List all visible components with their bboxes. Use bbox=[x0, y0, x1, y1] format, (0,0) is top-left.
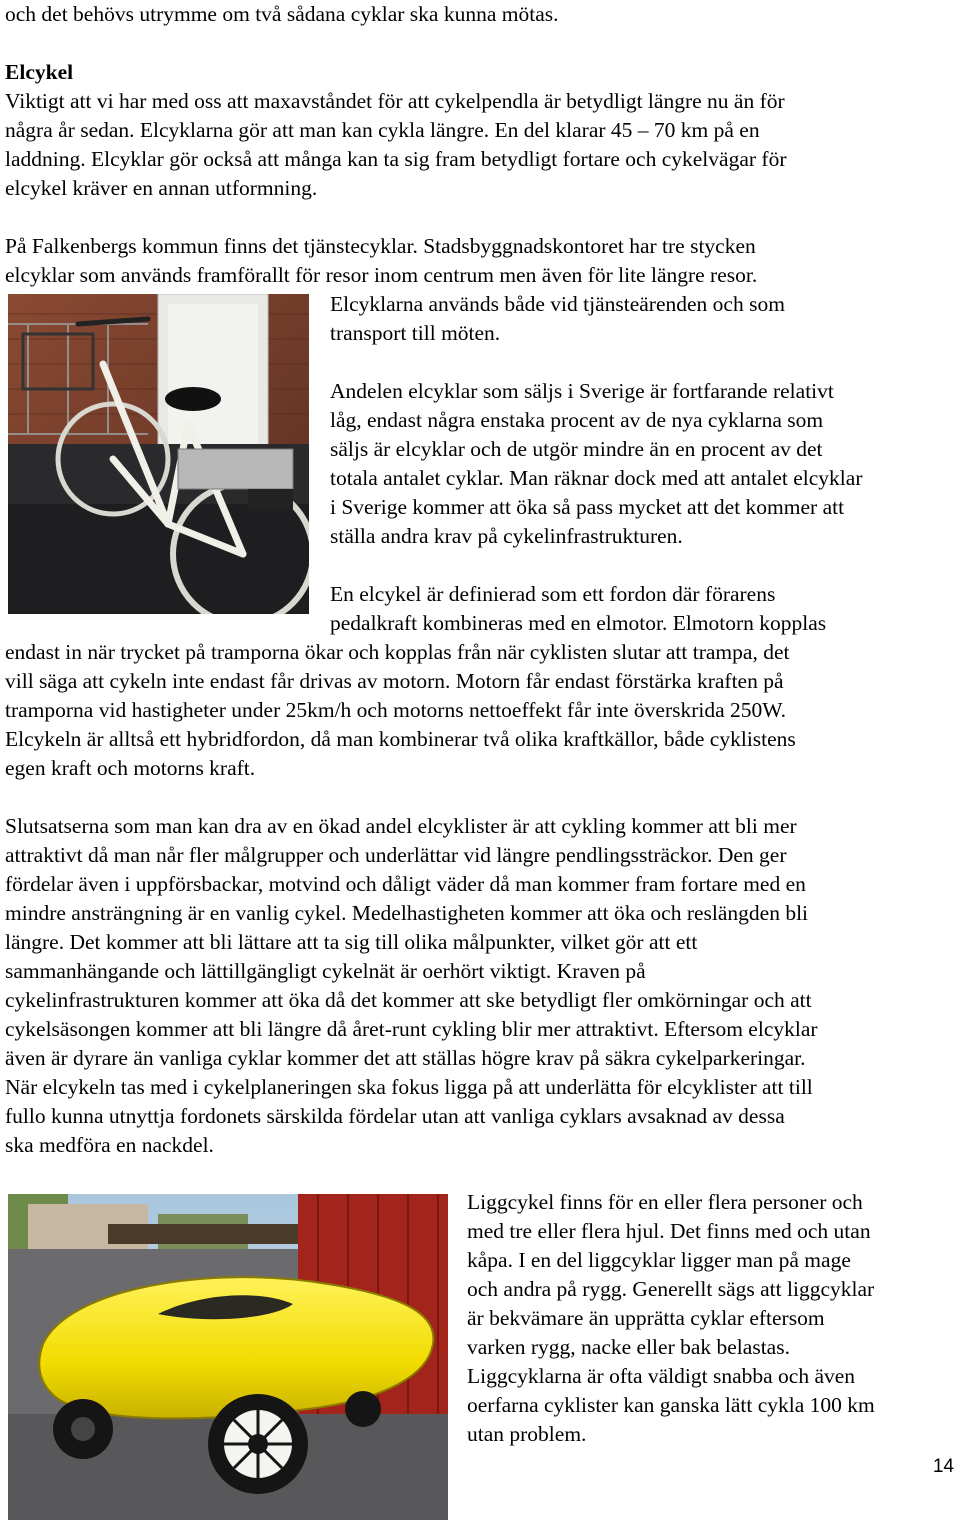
velomobile-photo bbox=[8, 1194, 448, 1520]
paragraph-line: vill säga att cykeln inte endast får drivas av motorn. Motorn får endast förstärka kraften på bbox=[5, 669, 784, 693]
paragraph-line: i Sverige kommer att öka så pass mycket att det kommer att bbox=[330, 495, 845, 519]
paragraph-line: Liggcyklarna är ofta väldigt snabba och även bbox=[467, 1364, 856, 1388]
paragraph-line: tramporna vid hastigheter under 25km/h och motorns nettoeffekt får inte överskrida 250W. bbox=[5, 698, 786, 722]
paragraph-line: kåpa. I en del liggcyklar ligger man på mage bbox=[467, 1248, 851, 1272]
paragraph-line: transport till möten. bbox=[330, 321, 501, 345]
paragraph-line: cykelsäsongen kommer att bli längre då året-runt cykling blir mer attraktivt. Eftersom elcyklar bbox=[5, 1017, 818, 1041]
paragraph-line: Elcykeln är alltså ett hybridfordon, då man kombinerar två olika kraftkällor, både cyklistens bbox=[5, 727, 796, 751]
paragraph-line: sammanhängande och lättillgängligt cykelnät är oerhört viktigt. Kraven på bbox=[5, 959, 646, 983]
paragraph-line: Viktigt att vi har med oss att maxavståndet för att cykelpendla är betydligt längre nu än för bbox=[5, 89, 785, 113]
paragraph-line: är bekvämare än upprätta cyklar eftersom bbox=[467, 1306, 825, 1330]
paragraph-line: utan problem. bbox=[467, 1422, 587, 1446]
paragraph-line: oerfarna cyklister kan ganska lätt cykla 100 km bbox=[467, 1393, 875, 1417]
paragraph-line: med tre eller flera hjul. Det finns med och utan bbox=[467, 1219, 871, 1243]
paragraph-line: pedalkraft kombineras med en elmotor. Elmotorn kopplas bbox=[330, 611, 827, 635]
paragraph-line: En elcykel är definierad som ett fordon där förarens bbox=[330, 582, 776, 606]
paragraph-line: låg, endast några enstaka procent av de nya cyklarna som bbox=[330, 408, 824, 432]
paragraph-line: När elcykeln tas med i cykelplaneringen ska fokus ligga på att underlätta för elcyklister att till bbox=[5, 1075, 813, 1099]
paragraph-line: totala antalet cyklar. Man räknar dock med att antalet elcyklar bbox=[330, 466, 863, 490]
paragraph-line: även är dyrare än vanliga cyklar kommer det att ställas högre krav på säkra cykelparkeringar. bbox=[5, 1046, 806, 1070]
paragraph-line: På Falkenbergs kommun finns det tjänstecyklar. Stadsbyggnadskontoret har tre stycken bbox=[5, 234, 756, 258]
paragraph-line: mindre ansträngning är en vanlig cykel. Medelhastigheten kommer att öka och reslängden bli bbox=[5, 901, 809, 925]
paragraph-line: några år sedan. Elcyklarna gör att man kan cykla längre. En del klarar 45 – 70 km på en bbox=[5, 118, 760, 142]
paragraph-line: längre. Det kommer att bli lättare att ta sig till olika målpunkter, vilket gör att ett bbox=[5, 930, 698, 954]
paragraph-line: ställa andra krav på cykelinfrastrukturen. bbox=[330, 524, 683, 548]
paragraph-line: fördelar även i uppförsbackar, motvind och dåligt väder då man kommer fram fortare med en bbox=[5, 872, 806, 896]
paragraph-line: cykelinfrastrukturen kommer att öka då det kommer att ske betydligt fler omkörningar och att bbox=[5, 988, 812, 1012]
paragraph-line: Liggcykel finns för en eller flera personer och bbox=[467, 1190, 863, 1214]
paragraph-line: attraktivt då man når fler målgrupper och underlättar vid längre pendlingssträckor. Den ger bbox=[5, 843, 787, 867]
paragraph-line: Andelen elcyklar som säljs i Sverige är fortfarande relativt bbox=[330, 379, 834, 403]
paragraph-line: varken rygg, nacke eller bak belastas. bbox=[467, 1335, 790, 1359]
paragraph-line: laddning. Elcyklar gör också att många kan ta sig fram betydligt fortare och cykelvägar för bbox=[5, 147, 787, 171]
paragraph-line: elcykel kräver en annan utformning. bbox=[5, 176, 318, 200]
paragraph-line: endast in när trycket på tramporna ökar och kopplas från när cyklisten slutar att trampa, det bbox=[5, 640, 790, 664]
paragraph-line: Slutsatserna som man kan dra av en ökad andel elcyklister är att cykling kommer att bli mer bbox=[5, 814, 797, 838]
section-heading-elcykel: Elcykel bbox=[5, 60, 74, 84]
paragraph-line: och andra på rygg. Generellt sägs att liggcyklar bbox=[467, 1277, 875, 1301]
intro-line: och det behövs utrymme om två sådana cyklar ska kunna mötas. bbox=[5, 2, 559, 26]
paragraph-line: Elcyklarna används både vid tjänsteärenden och som bbox=[330, 292, 785, 316]
page-number: 14 bbox=[932, 1456, 954, 1477]
paragraph-line: egen kraft och motorns kraft. bbox=[5, 756, 256, 780]
paragraph-line: fullo kunna utnyttja fordonets särskilda fördelar utan att vanliga cyklars avsaknad av dessa bbox=[5, 1104, 785, 1128]
paragraph-line: ska medföra en nackdel. bbox=[5, 1133, 214, 1157]
paragraph-line: elcyklar som används framförallt för resor inom centrum men även för lite längre resor. bbox=[5, 263, 758, 287]
electric-bicycle-photo bbox=[8, 294, 309, 614]
paragraph-line: säljs är elcyklar och de utgör mindre än en procent av det bbox=[330, 437, 823, 461]
